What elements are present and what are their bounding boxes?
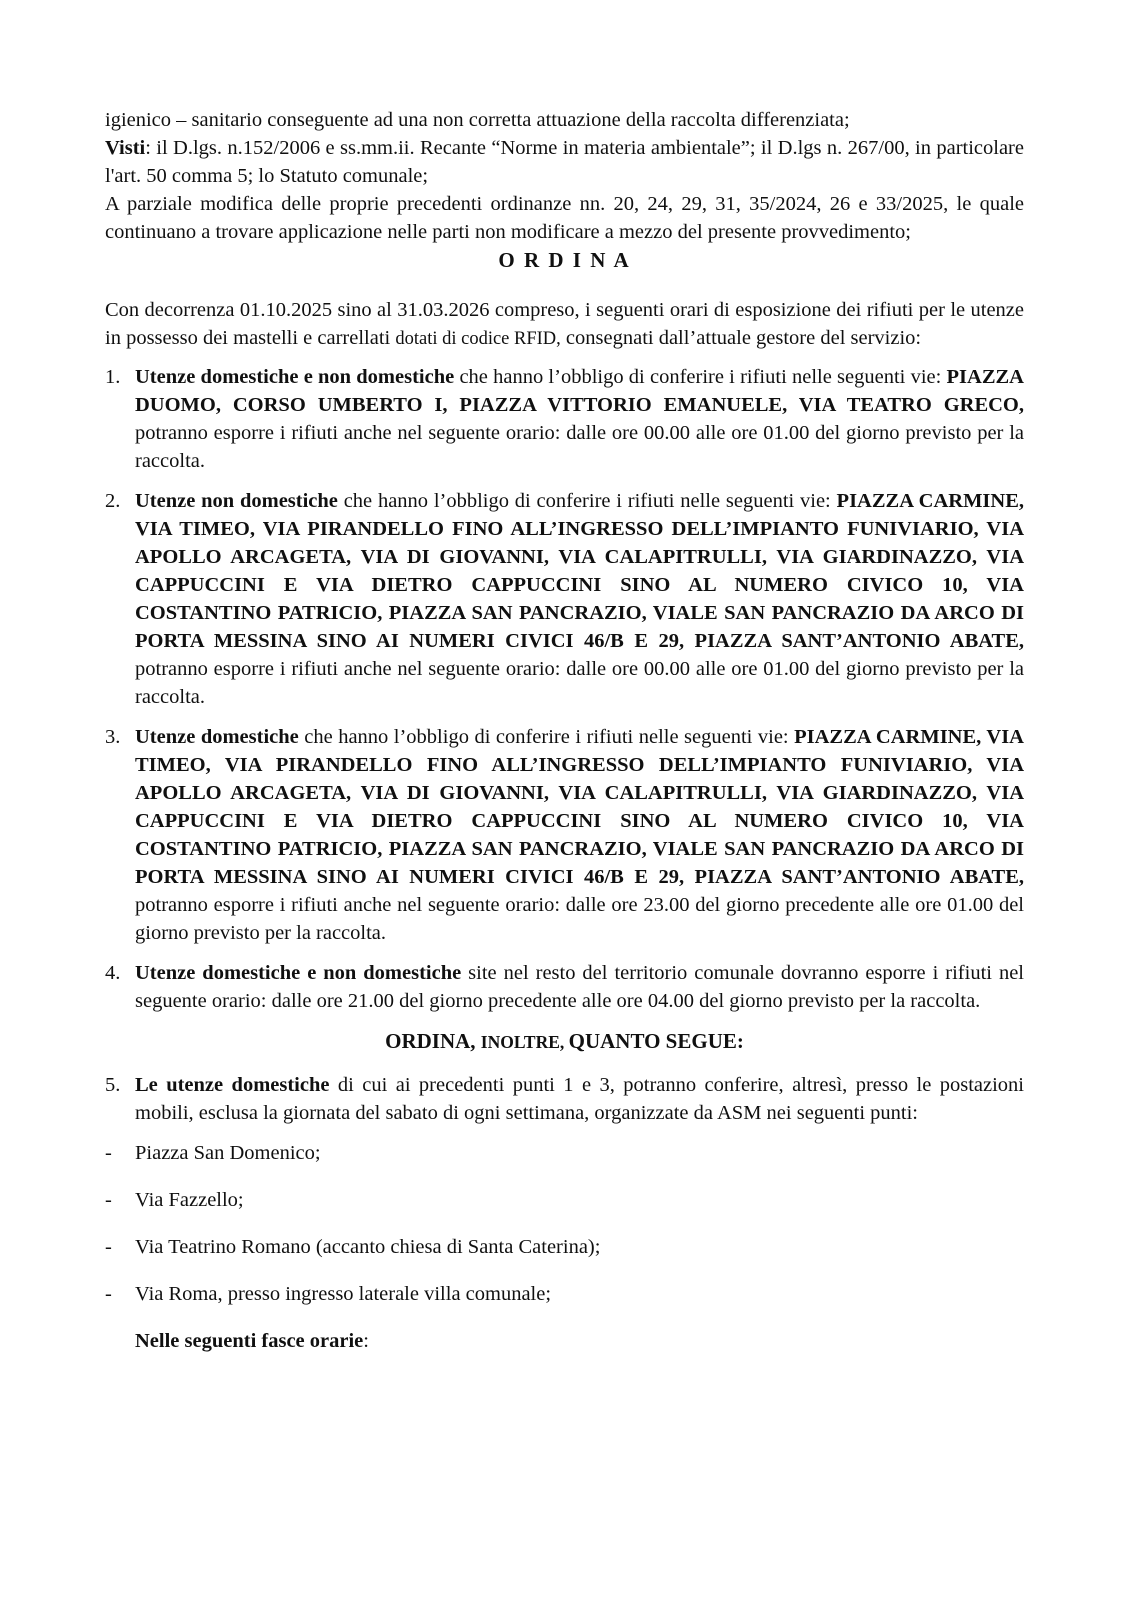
- item-1-run-3: potranno esporre i rifiuti anche nel seguente orario: dalle ore 00.00 alle ore 01.00 del giorno previsto per la raccolta.: [135, 422, 1024, 472]
- mobile-point-item: [105, 1139, 1024, 1167]
- ordinance-item-3: [105, 723, 1024, 947]
- mobile-point-text: Via Fazzello;: [135, 1189, 244, 1211]
- item-5-lead: Le utenze domestiche: [135, 1074, 330, 1096]
- opening-text-end: consegnati dall’attuale gestore del servizio:: [560, 327, 922, 349]
- ordinance-item-2: [105, 487, 1024, 711]
- mobile-point-text: Via Teatrino Romano (accanto chiesa di Santa Caterina);: [135, 1236, 601, 1258]
- ordinance-item-4: [105, 959, 1024, 1015]
- rfid-text: dotati di codice RFID,: [395, 329, 561, 349]
- item-1-lead: Utenze domestiche e non domestiche: [135, 366, 455, 388]
- item-5-text: [135, 1071, 1024, 1127]
- item-5-run-1: di cui ai precedenti punti 1 e 3, potranno conferire, altresì, presso le postazioni mobili, esclusa la giornata del sabato di ogni settimana, organizzate da ASM nei seguenti punti:: [135, 1074, 1024, 1124]
- visti-label: Visti: [105, 137, 146, 159]
- heading2-part-3: QUANTO SEGUE:: [568, 1029, 744, 1053]
- mobile-points-list: [105, 1139, 1024, 1308]
- heading2-part-1: ORDINA,: [385, 1029, 481, 1053]
- item-3-lead: Utenze domestiche: [135, 726, 299, 748]
- item-3-number: 3.: [105, 726, 121, 748]
- mobile-point-item: [105, 1186, 1024, 1214]
- item-1-streets: PIAZZA DUOMO, CORSO UMBERTO I, PIAZZA VITTORIO EMANUELE, VIA TEATRO GRECO,: [135, 366, 1024, 416]
- item-2-streets: PIAZZA CARMINE, VIA TIMEO, VIA PIRANDELLO FINO ALL’INGRESSO DELL’IMPIANTO FUNIVIARIO, VIA APOLLO ARCAGETA, VIA DI GIOVANNI, VIA CALAPITRULLI, VIA GIARDINAZZO, VIA CAPPUCCINI E VIA DIETRO CAPPUCCINI SINO AL NUMERO CIVICO 10, VIA COSTANTINO PATRICIO, PIAZZA SAN PANCRAZIO, VIALE SAN PANCRAZIO DA ARCO DI PORTA MESSINA SINO AI NUMERI CIVICI 46/B E 29, PIAZZA SANT’ANTONIO ABATE,: [135, 490, 1025, 652]
- item-3-run-1: che hanno l’obbligo di conferire i rifiuti nelle seguenti vie:: [298, 726, 795, 748]
- item-2-lead: Utenze non domestiche: [135, 490, 338, 512]
- item-2-text: [135, 487, 1024, 711]
- fasce-orarie-line: [105, 1327, 1024, 1355]
- mobile-point-item: [105, 1233, 1024, 1261]
- fasce-orarie-bold: Nelle seguenti fasce orarie: [135, 1330, 364, 1352]
- mobile-point-text: Piazza San Domenico;: [135, 1142, 321, 1164]
- item-1-number: 1.: [105, 366, 121, 388]
- mobile-point-text: Via Roma, presso ingresso laterale villa comunale;: [135, 1283, 552, 1305]
- dash-marker: -: [105, 1236, 112, 1258]
- opening-paragraph: [105, 296, 1024, 353]
- heading2-part-2: INOLTRE,: [480, 1032, 569, 1052]
- item-4-text: [135, 959, 1024, 1015]
- dash-marker: -: [105, 1283, 112, 1305]
- item-4-run-1: site nel resto del territorio comunale dovranno esporre i rifiuti nel seguente orario: dalle ore 21.00 del giorno precedente alle ore 04.00 del giorno previsto per la raccolta.: [135, 962, 1024, 1012]
- ordina-heading: O R D I N A: [498, 248, 631, 272]
- item-1-run-1: che hanno l’obbligo di conferire i rifiuti nelle seguenti vie:: [454, 366, 947, 388]
- modifica-text: A parziale modifica delle proprie precedenti ordinanze nn. 20, 24, 29, 31, 35/2024, 26 e 33/2025, le quale continuano a trovare applicazione nelle parti non modificare a mezzo del presente provvedimento;: [105, 193, 1024, 243]
- dash-marker: -: [105, 1189, 112, 1211]
- visti-paragraph: [105, 134, 1024, 190]
- modifica-paragraph: [105, 190, 1024, 246]
- preamble-paragraph: [105, 106, 1024, 134]
- preamble-text: igienico – sanitario conseguente ad una non corretta attuazione della raccolta differenziata;: [105, 109, 850, 131]
- mobile-point-item: [105, 1280, 1024, 1308]
- item-1-text: [135, 363, 1024, 475]
- item-4-number: 4.: [105, 962, 121, 984]
- opening-text-start: Con decorrenza 01.10.2025 sino al 31.03.2026 compreso, i seguenti orari di esposizione dei rifiuti per le utenze in possesso dei mastelli e carrellati: [105, 299, 1024, 349]
- item-5-number: 5.: [105, 1074, 121, 1096]
- item-4-lead: Utenze domestiche e non domestiche: [135, 962, 462, 984]
- item-3-text: [135, 723, 1024, 947]
- item-2-number: 2.: [105, 490, 121, 512]
- fasce-orarie-colon: :: [363, 1330, 369, 1352]
- ordina-inoltre-heading: [105, 1027, 1024, 1058]
- visti-text: : il D.lgs. n.152/2006 e ss.mm.ii. Recante “Norme in materia ambientale”; il D.lgs n. 267/00, in particolare l'art. 50 comma 5; lo Statuto comunale;: [105, 137, 1024, 187]
- item-3-run-3: potranno esporre i rifiuti anche nel seguente orario: dalle ore 23.00 del giorno precedente alle ore 01.00 del giorno previsto per la raccolta.: [135, 894, 1024, 944]
- ordinance-item-1: [105, 363, 1024, 475]
- dash-marker: -: [105, 1142, 112, 1164]
- item-3-streets: PIAZZA CARMINE, VIA TIMEO, VIA PIRANDELLO FINO ALL’INGRESSO DELL’IMPIANTO FUNIVIARIO, VIA APOLLO ARCAGETA, VIA DI GIOVANNI, VIA CALAPITRULLI, VIA GIARDINAZZO, VIA CAPPUCCINI E VIA DIETRO CAPPUCCINI SINO AL NUMERO CIVICO 10, VIA COSTANTINO PATRICIO, PIAZZA SAN PANCRAZIO, VIALE SAN PANCRAZIO DA ARCO DI PORTA MESSINA SINO AI NUMERI CIVICI 46/B E 29, PIAZZA SANT’ANTONIO ABATE,: [135, 726, 1024, 888]
- ordinance-item-5: [105, 1071, 1024, 1127]
- item-2-run-1: che hanno l’obbligo di conferire i rifiuti nelle seguenti vie:: [337, 490, 837, 512]
- item-2-run-3: potranno esporre i rifiuti anche nel seguente orario: dalle ore 00.00 alle ore 01.00 del giorno previsto per la raccolta.: [135, 658, 1024, 708]
